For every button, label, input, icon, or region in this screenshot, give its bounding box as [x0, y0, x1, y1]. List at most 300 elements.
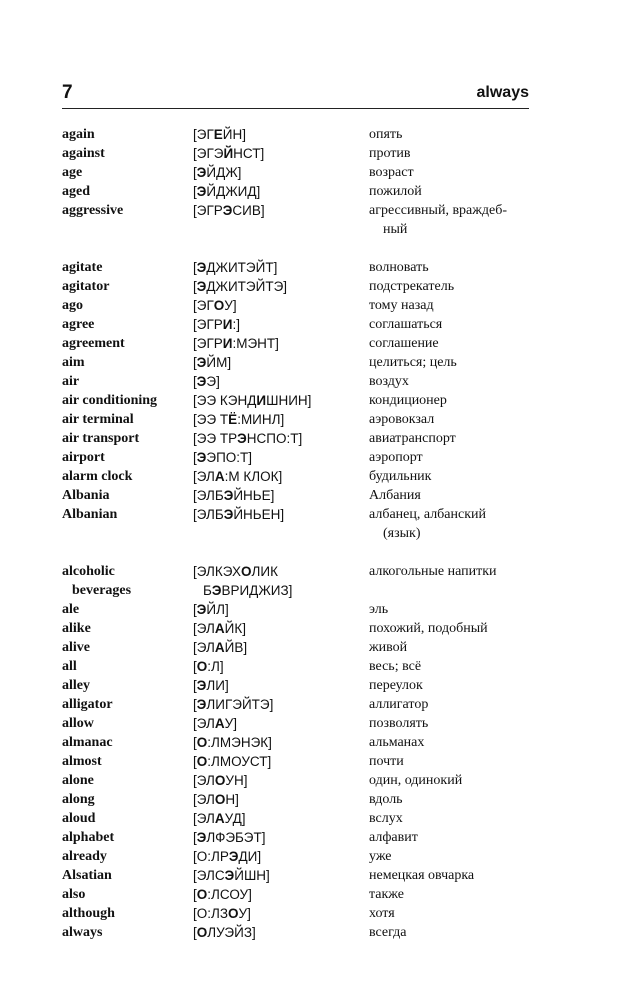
meaning-line: аллигатор — [369, 697, 429, 712]
stressed-vowel: Э — [196, 355, 207, 370]
entry-almanac — [62, 733, 529, 752]
transcription-part: :МЭНТ] — [232, 336, 279, 351]
transcription-part: ЙШН] — [234, 868, 270, 883]
meaning-line: вслух — [369, 811, 403, 826]
transcription — [193, 714, 369, 733]
meaning — [369, 790, 529, 809]
transcription-part: [ЭГР — [193, 203, 223, 218]
transcription — [193, 752, 369, 771]
stressed-vowel: Э — [224, 868, 235, 883]
transcription-part: [ — [193, 260, 197, 275]
transcription-part: [ЭЛБ — [193, 488, 224, 503]
transcription-part: [ — [193, 678, 197, 693]
transcription-line — [193, 790, 369, 809]
transcription — [193, 486, 369, 505]
transcription-part: ЛИК — [251, 564, 278, 579]
entry-always — [62, 923, 529, 942]
transcription-part: :] — [232, 317, 240, 332]
transcription-part: [ЭЛ — [193, 469, 215, 484]
transcription-part: [ — [193, 754, 197, 769]
headword — [62, 296, 193, 315]
transcription-part: :МИНЛ] — [237, 412, 285, 427]
headword-line: age — [62, 165, 83, 180]
headword-line: ale — [62, 602, 80, 617]
meaning-line: (язык) — [383, 526, 421, 541]
transcription-part: ДЖИТЭЙТЭ] — [206, 279, 288, 294]
transcription-part: УД] — [224, 811, 246, 826]
headword — [62, 334, 193, 353]
meaning-line: подстрекатель — [369, 279, 455, 294]
meaning — [369, 391, 529, 410]
transcription-part: ЙК] — [224, 621, 246, 636]
transcription — [193, 562, 369, 600]
stressed-vowel: Э — [196, 279, 207, 294]
meaning — [369, 277, 529, 296]
entry-alligator — [62, 695, 529, 714]
transcription-line — [193, 277, 369, 296]
meaning — [369, 448, 529, 467]
meaning-line: позволять — [369, 716, 429, 731]
stressed-vowel: Э — [196, 678, 207, 693]
transcription-line — [193, 771, 369, 790]
headword-line: aim — [62, 355, 85, 370]
headword — [62, 391, 193, 410]
meaning — [369, 600, 529, 619]
transcription-part: СИВ] — [232, 203, 265, 218]
transcription-part: [ — [193, 165, 197, 180]
transcription — [193, 182, 369, 201]
headword — [62, 809, 193, 828]
entry-alike — [62, 619, 529, 638]
stressed-vowel: Э — [196, 697, 207, 712]
stressed-vowel: А — [214, 640, 225, 655]
transcription-line — [193, 923, 369, 942]
stressed-vowel: Э — [196, 602, 207, 617]
transcription-part: ЙЛ] — [206, 602, 229, 617]
meaning-line: один, одинокий — [369, 773, 463, 788]
headword-line: all — [62, 659, 77, 674]
meaning — [369, 353, 529, 372]
stressed-vowel: А — [214, 621, 225, 636]
meaning-line: кондиционер — [369, 393, 447, 408]
transcription-line — [193, 828, 369, 847]
meaning — [369, 714, 529, 733]
transcription-part: [О:ЛР — [193, 849, 229, 864]
meaning-line: воздух — [369, 374, 409, 389]
transcription-part: [ — [193, 450, 197, 465]
transcription-line — [193, 885, 369, 904]
meaning — [369, 334, 529, 353]
transcription-line — [193, 847, 369, 866]
transcription — [193, 467, 369, 486]
transcription-line — [193, 695, 369, 714]
stressed-vowel: Э — [223, 507, 234, 522]
transcription — [193, 125, 369, 144]
stressed-vowel: О — [196, 887, 208, 902]
meaning-line: агрессивный, враждеб- — [369, 203, 508, 218]
stressed-vowel: Э — [196, 450, 207, 465]
transcription-part: :М КЛОК] — [224, 469, 283, 484]
transcription — [193, 847, 369, 866]
transcription — [193, 448, 369, 467]
entry-aggressive — [62, 201, 529, 239]
transcription — [193, 904, 369, 923]
transcription-line — [193, 904, 369, 923]
stressed-vowel: И — [222, 336, 233, 351]
entry-ago — [62, 296, 529, 315]
transcription-part: [ — [193, 355, 197, 370]
transcription-part: ЙНЬЕН] — [233, 507, 285, 522]
transcription-line — [193, 619, 369, 638]
stressed-vowel: Ё — [228, 412, 238, 427]
meaning-line: авиатранспорт — [369, 431, 456, 446]
transcription — [193, 619, 369, 638]
transcription — [193, 733, 369, 752]
transcription-part: У] — [224, 716, 237, 731]
transcription-part: ЛИ] — [206, 678, 229, 693]
entry-gap — [62, 543, 529, 562]
stressed-vowel: Э — [196, 165, 207, 180]
headword-line: airport — [62, 450, 105, 465]
headword — [62, 638, 193, 657]
entry-air-terminal — [62, 410, 529, 429]
entry-all — [62, 657, 529, 676]
entry-also — [62, 885, 529, 904]
headword-line: agitator — [62, 279, 110, 294]
transcription-part: [ЭЛ — [193, 621, 215, 636]
transcription-part: НСПО:Т] — [246, 431, 303, 446]
headword-line: although — [62, 906, 115, 921]
transcription-part: [ЭЛ — [193, 716, 215, 731]
transcription-line — [193, 809, 369, 828]
meaning-line: аэропорт — [369, 450, 423, 465]
transcription — [193, 809, 369, 828]
meaning — [369, 657, 529, 676]
headword-line: air transport — [62, 431, 140, 446]
entry-agitate — [62, 258, 529, 277]
stressed-vowel: Э — [196, 374, 207, 389]
meaning — [369, 125, 529, 144]
transcription-part: ЛУЭЙЗ] — [207, 925, 256, 940]
transcription-part: [ЭГР — [193, 317, 223, 332]
meaning-line: волновать — [369, 260, 429, 275]
transcription-line — [193, 657, 369, 676]
transcription-line — [193, 391, 369, 410]
headword-line: beverages — [72, 583, 132, 598]
meaning — [369, 828, 529, 847]
stressed-vowel: О — [214, 773, 226, 788]
meaning — [369, 676, 529, 695]
headword — [62, 752, 193, 771]
entry-age — [62, 163, 529, 182]
transcription-part: ЙНЬЕ] — [233, 488, 275, 503]
transcription-line — [193, 258, 369, 277]
meaning-line: альманах — [369, 735, 425, 750]
entry-albania — [62, 486, 529, 505]
meaning — [369, 847, 529, 866]
stressed-vowel: Э — [237, 431, 247, 446]
headword — [62, 467, 193, 486]
stressed-vowel: О — [196, 754, 208, 769]
transcription-part: ЙВ] — [224, 640, 248, 655]
entry-alsatian — [62, 866, 529, 885]
meaning-line: тому назад — [369, 298, 434, 313]
transcription — [193, 771, 369, 790]
transcription-part: У] — [238, 906, 251, 921]
transcription — [193, 163, 369, 182]
headword-line: ago — [62, 298, 83, 313]
stressed-vowel: О — [196, 735, 208, 750]
meaning-line: соглашение — [369, 336, 439, 351]
entry-alarm-clock — [62, 467, 529, 486]
transcription — [193, 638, 369, 657]
headword — [62, 866, 193, 885]
headword — [62, 733, 193, 752]
headword-line: air conditioning — [62, 393, 158, 408]
transcription — [193, 695, 369, 714]
stressed-vowel: Э — [222, 203, 233, 218]
meaning — [369, 638, 529, 657]
transcription-part: [ЭГ — [193, 298, 214, 313]
transcription-part: [О:ЛЗ — [193, 906, 229, 921]
meaning — [369, 410, 529, 429]
meaning-line: всегда — [369, 925, 407, 940]
headword — [62, 657, 193, 676]
entry-along — [62, 790, 529, 809]
transcription-part: [ЭЛС — [193, 868, 225, 883]
transcription-line — [193, 372, 369, 391]
transcription-line — [193, 714, 369, 733]
transcription — [193, 657, 369, 676]
transcription-line — [193, 486, 369, 505]
headword — [62, 429, 193, 448]
transcription — [193, 296, 369, 315]
meaning — [369, 619, 529, 638]
headword-line: aggressive — [62, 203, 124, 218]
meaning-line: также — [369, 887, 405, 902]
meaning-line: ный — [383, 222, 408, 237]
entry-already — [62, 847, 529, 866]
entry-alley — [62, 676, 529, 695]
headword — [62, 885, 193, 904]
meaning-line: алфавит — [369, 830, 418, 845]
transcription-part: [ — [193, 602, 197, 617]
headword — [62, 714, 193, 733]
stressed-vowel: Э — [223, 488, 234, 503]
meaning — [369, 201, 529, 239]
transcription — [193, 144, 369, 163]
stressed-vowel: Э — [196, 830, 207, 845]
entry-air-transport — [62, 429, 529, 448]
transcription-part: ЙДЖИД] — [206, 184, 261, 199]
meaning-line: немецкая овчарка — [369, 868, 475, 883]
meaning — [369, 315, 529, 334]
stressed-vowel: А — [214, 811, 225, 826]
headword-line: always — [62, 925, 103, 940]
meaning — [369, 695, 529, 714]
transcription — [193, 391, 369, 410]
headword-line: agree — [62, 317, 95, 332]
transcription — [193, 505, 369, 524]
headword-line: alcoholic — [62, 564, 115, 579]
stressed-vowel: Э — [196, 184, 207, 199]
transcription-part: У] — [224, 298, 237, 313]
meaning — [369, 144, 529, 163]
transcription-part: [ЭЛКЭХ — [193, 564, 241, 579]
transcription-part: [ — [193, 697, 197, 712]
headword — [62, 828, 193, 847]
headword — [62, 904, 193, 923]
stressed-vowel: О — [196, 659, 208, 674]
meaning-line: аэровокзал — [369, 412, 435, 427]
headword — [62, 201, 193, 220]
meaning-line: алкогольные напитки — [369, 564, 497, 579]
headword — [62, 144, 193, 163]
stressed-vowel: О — [228, 906, 239, 921]
transcription-part: УН] — [225, 773, 248, 788]
stressed-vowel: О — [213, 298, 225, 313]
transcription-line — [193, 296, 369, 315]
dictionary-entries — [62, 125, 529, 942]
transcription — [193, 410, 369, 429]
entry-alive — [62, 638, 529, 657]
meaning — [369, 182, 529, 201]
meaning-line: эль — [369, 602, 389, 617]
headword — [62, 277, 193, 296]
headword-line: almanac — [62, 735, 113, 750]
entry-alphabet — [62, 828, 529, 847]
transcription-part: ЛФЭБЭТ] — [206, 830, 266, 845]
headword-line: alarm clock — [62, 469, 133, 484]
transcription-line — [193, 600, 369, 619]
headword — [62, 562, 193, 600]
transcription-part: [ — [193, 925, 197, 940]
headword — [62, 847, 193, 866]
transcription — [193, 790, 369, 809]
transcription-part: Э] — [206, 374, 220, 389]
meaning-line: против — [369, 146, 411, 161]
stressed-vowel: И — [256, 393, 267, 408]
headword-line: allow — [62, 716, 94, 731]
stressed-vowel: А — [214, 469, 225, 484]
headword-line: again — [62, 127, 95, 142]
transcription — [193, 277, 369, 296]
stressed-vowel: Й — [223, 146, 234, 161]
transcription-line — [193, 638, 369, 657]
entry-agitator — [62, 277, 529, 296]
stressed-vowel: Э — [228, 849, 239, 864]
meaning — [369, 505, 529, 543]
transcription-part: [ — [193, 374, 197, 389]
transcription — [193, 372, 369, 391]
transcription-line — [193, 866, 369, 885]
meaning — [369, 467, 529, 486]
transcription — [193, 866, 369, 885]
headword — [62, 410, 193, 429]
headword-line: alone — [62, 773, 94, 788]
meaning — [369, 904, 529, 923]
entry-air — [62, 372, 529, 391]
headword-line: alive — [62, 640, 90, 655]
transcription-part: [ — [193, 659, 197, 674]
headword — [62, 448, 193, 467]
transcription-part: [ЭГР — [193, 336, 223, 351]
headword — [62, 315, 193, 334]
transcription-part: НСТ] — [233, 146, 265, 161]
running-head: always — [476, 84, 529, 101]
entry-gap — [62, 239, 529, 258]
stressed-vowel: Е — [213, 127, 223, 142]
transcription — [193, 600, 369, 619]
entry-agreement — [62, 334, 529, 353]
headword-line: air — [62, 374, 80, 389]
entry-agree — [62, 315, 529, 334]
headword — [62, 923, 193, 942]
headword-line: aged — [62, 184, 90, 199]
transcription-line — [193, 581, 369, 600]
headword — [62, 486, 193, 505]
stressed-vowel: Э — [196, 260, 207, 275]
stressed-vowel: О — [240, 564, 252, 579]
meaning — [369, 771, 529, 790]
transcription — [193, 201, 369, 220]
transcription-part: Н] — [225, 792, 239, 807]
meaning-line: хотя — [369, 906, 395, 921]
meaning — [369, 923, 529, 942]
entry-albanian — [62, 505, 529, 543]
transcription-part: [ЭЛ — [193, 811, 215, 826]
transcription-line — [193, 562, 369, 581]
transcription — [193, 258, 369, 277]
entry-airport — [62, 448, 529, 467]
meaning — [369, 258, 529, 277]
transcription-part: ШНИН] — [266, 393, 312, 408]
entry-again — [62, 125, 529, 144]
meaning-line: почти — [369, 754, 404, 769]
headword — [62, 372, 193, 391]
transcription-line — [193, 410, 369, 429]
meaning — [369, 429, 529, 448]
meaning — [369, 372, 529, 391]
transcription-line — [193, 125, 369, 144]
headword — [62, 258, 193, 277]
meaning-line: похожий, подобный — [369, 621, 488, 636]
transcription-line — [193, 201, 369, 220]
meaning-line: возраст — [369, 165, 414, 180]
transcription-part: [ЭЭ Т — [193, 412, 229, 427]
page-number: 7 — [62, 82, 73, 103]
meaning — [369, 752, 529, 771]
headword-line: alley — [62, 678, 90, 693]
headword-line: aloud — [62, 811, 96, 826]
headword — [62, 353, 193, 372]
meaning — [369, 733, 529, 752]
transcription-line — [193, 315, 369, 334]
meaning-line: албанец, албанский — [369, 507, 487, 522]
headword-line: alphabet — [62, 830, 115, 845]
headword-line: along — [62, 792, 95, 807]
headword — [62, 619, 193, 638]
transcription — [193, 828, 369, 847]
transcription-part: ДЖИТЭЙТ] — [206, 260, 278, 275]
stressed-vowel: И — [222, 317, 233, 332]
headword-line: alligator — [62, 697, 113, 712]
transcription — [193, 429, 369, 448]
headword-line: agreement — [62, 336, 125, 351]
entry-aged — [62, 182, 529, 201]
headword-line: Albanian — [62, 507, 118, 522]
headword — [62, 163, 193, 182]
